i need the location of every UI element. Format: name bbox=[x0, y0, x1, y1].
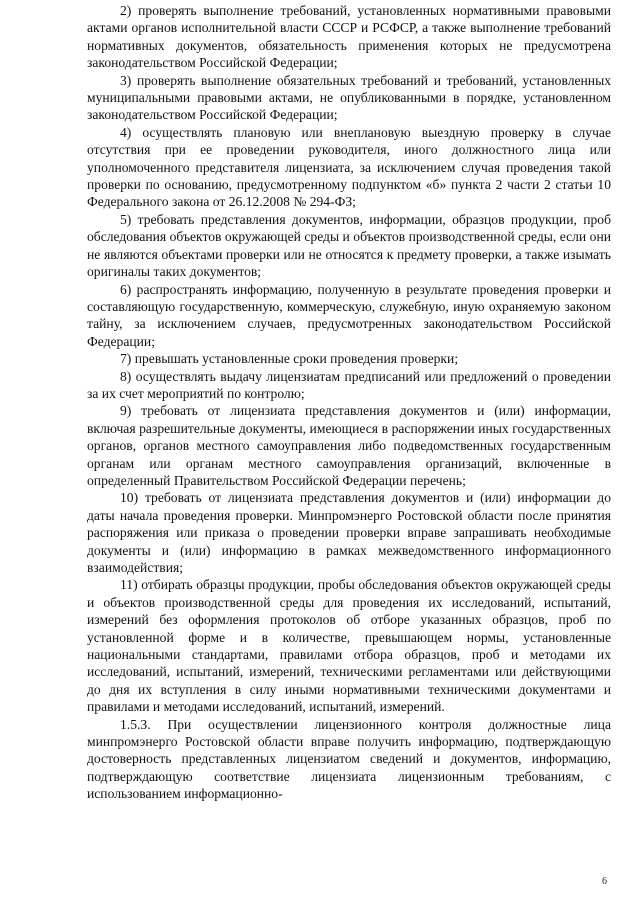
paragraph-item-2: 2) проверять выполнение требований, установленных нормативными правовыми актами органов исполнительной власти СССР и РСФСР, а также выполнение требований нормативных документов, обязательность применения которых не предусмотрена законодательством Российской Федерации; bbox=[87, 3, 611, 71]
paragraph-item-10: 10) требовать от лицензиата представления документов и (или) информации до даты начала проведения проверки. Минпромэнерго Ростовской области после принятия распоряжения или приказа о проведении проверки вправе запрашивать необходимые документы и (или) информацию в рамках межведомственного информационного взаимодействия; bbox=[87, 490, 611, 575]
paragraph-item-9: 9) требовать от лицензиата представления документов и (или) информации, включая разрешительные документы, имеющиеся в распоряжении иных государственных органов, органов местного самоуправления либо подведомственных государственным органам или органам местного самоуправления организаций, включенные в определенный Правительством Российской Федерации перечень; bbox=[87, 403, 611, 488]
paragraph-item-5: 5) требовать представления документов, информации, образцов продукции, проб обследования объектов окружающей среды и объектов производственной среды, если они не являются объектами проверки или не относятся к предмету проверки, а также изымать оригиналы таких документов; bbox=[87, 211, 611, 280]
document-body bbox=[87, 2, 611, 803]
paragraph-section-1-5-3: 1.5.3. При осуществлении лицензионного контроля должностные лица минпромэнерго Ростовской области вправе получить информацию, подтверждающую достоверность представленных лицензиатом сведений и документов, информацию, подтверждающую соответствие лицензиата лицензионным требованиям, с использованием информационно- bbox=[87, 716, 611, 802]
paragraph-item-3: 3) проверять выполнение обязательных требований и требований, установленных муниципальными правовыми актами, не опубликованными в порядке, установленном законодательством Российской Федерации; bbox=[87, 72, 611, 123]
paragraph-item-7: 7) превышать установленные сроки проведения проверки; bbox=[120, 351, 459, 367]
paragraph-item-4: 4) осуществлять плановую или внеплановую выездную проверку в случае отсутствия при ее проведении руководителя, иного должностного лица или уполномоченного представителя лицензиата, за исключением случая проведения такой проверки по основанию, предусмотренному подпунктом «б» пункта 2 части 2 статьи 10 Федерального закона от 26.12.2008 № 294-ФЗ; bbox=[87, 124, 611, 210]
paragraph-item-11: 11) отбирать образцы продукции, пробы обследования объектов окружающей среды и объектов производственной среды для проведения их исследований, испытаний, измерений без оформления протоколов об отборе указанных образцов, проб по установленной форме и в количестве, превышающем нормы, установленные национальными стандартами, правилами отбора образцов, проб и методами их исследований, испытаний, измерений, техническими регламентами или действующими до дня их вступления в силу иными нормативными техническими документами и правилами и методами исследований, испытаний, измерений. bbox=[87, 577, 611, 715]
page-number: 6 bbox=[602, 876, 607, 887]
paragraph-item-8: 8) осуществлять выдачу лицензиатам предписаний или предложений о проведении за их счет мероприятий по контролю; bbox=[87, 368, 611, 401]
paragraph-item-6: 6) распространять информацию, полученную в результате проведения проверки и составляющую государственную, коммерческую, служебную, иную охраняемую законом тайну, за исключением случаев, предусмотренных законодательством Российской Федерации; bbox=[87, 281, 611, 349]
